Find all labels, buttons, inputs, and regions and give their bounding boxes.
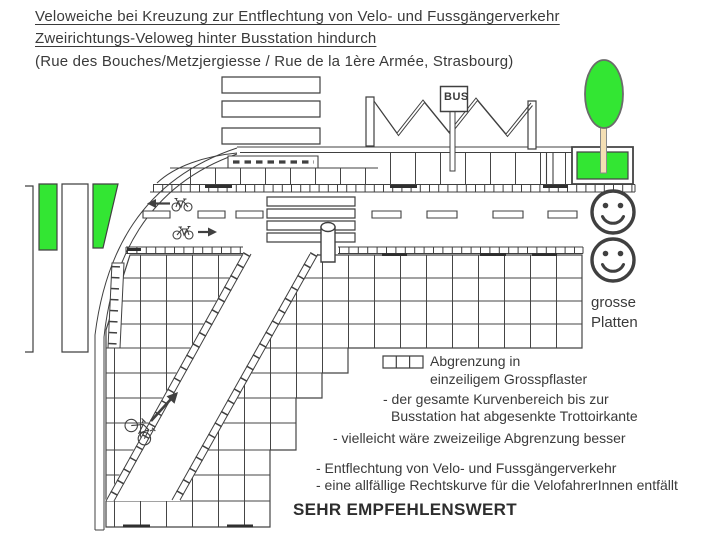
- top-crosswalk: [222, 77, 320, 144]
- legend-label-line-1: Abgrenzung in: [430, 353, 521, 369]
- bus-sign-post: [450, 110, 455, 171]
- title-line-3: (Rue des Bouches/Metzjergiesse / Rue de la 1ère Armée, Strasbourg): [35, 53, 514, 70]
- bicycle-icon: [172, 199, 192, 212]
- tree-trunk: [601, 126, 607, 173]
- fence-post: [366, 97, 374, 146]
- left-street: [25, 184, 118, 352]
- fence-post: [528, 101, 536, 149]
- note-curve-line-1: - der gesamte Kurvenbereich bis zur: [383, 391, 609, 407]
- traffic-island-white: [62, 184, 88, 352]
- smiley-icon-2: [592, 239, 634, 281]
- bicycle-icon: [173, 227, 193, 240]
- kerb-bottom: [126, 247, 583, 254]
- note-separation: - Entflechtung von Velo- und Fussgängerverkehr: [316, 460, 617, 476]
- title-line-1: Veloweiche bei Kreuzung zur Entflechtung von Velo- und Fussgängerverkehr: [35, 8, 560, 25]
- area-label-line-1: grosse: [591, 294, 637, 311]
- bollard: [321, 223, 335, 263]
- traffic-island-green-2: [93, 184, 118, 248]
- title-line-2: Zweirichtungs-Veloweg hinter Busstation hindurch: [35, 30, 377, 47]
- bus-sign-label: BUS: [444, 91, 469, 103]
- tree: [572, 60, 633, 184]
- arrow-right-icon: [198, 228, 217, 237]
- legend-label-line-2: einzeiligem Grosspflaster: [430, 371, 588, 387]
- tree-crown: [585, 60, 623, 128]
- traffic-island-green-1: [39, 184, 57, 250]
- area-label-line-2: Platten: [591, 314, 638, 331]
- note-curve-line-2: Busstation hat abgesenkte Trottoirkante: [391, 408, 638, 424]
- note-two-row: - vielleicht wäre zweizeilige Abgrenzung besser: [333, 430, 626, 446]
- center-line-dashes: [143, 211, 577, 218]
- top-sidewalk: [170, 147, 633, 184]
- grosspflaster-strip-top: [228, 156, 318, 168]
- verdict-text: SEHR EMPFEHLENSWERT: [293, 500, 517, 519]
- note-right-turn: - eine allfällige Rechtskurve für die VelofahrerInnen entfällt: [316, 477, 678, 493]
- road: [143, 199, 577, 240]
- arrow-left-icon: [147, 199, 170, 208]
- road-crosswalk: [267, 197, 355, 242]
- legend-symbol: [383, 356, 423, 368]
- smiley-icon-1: [592, 191, 634, 233]
